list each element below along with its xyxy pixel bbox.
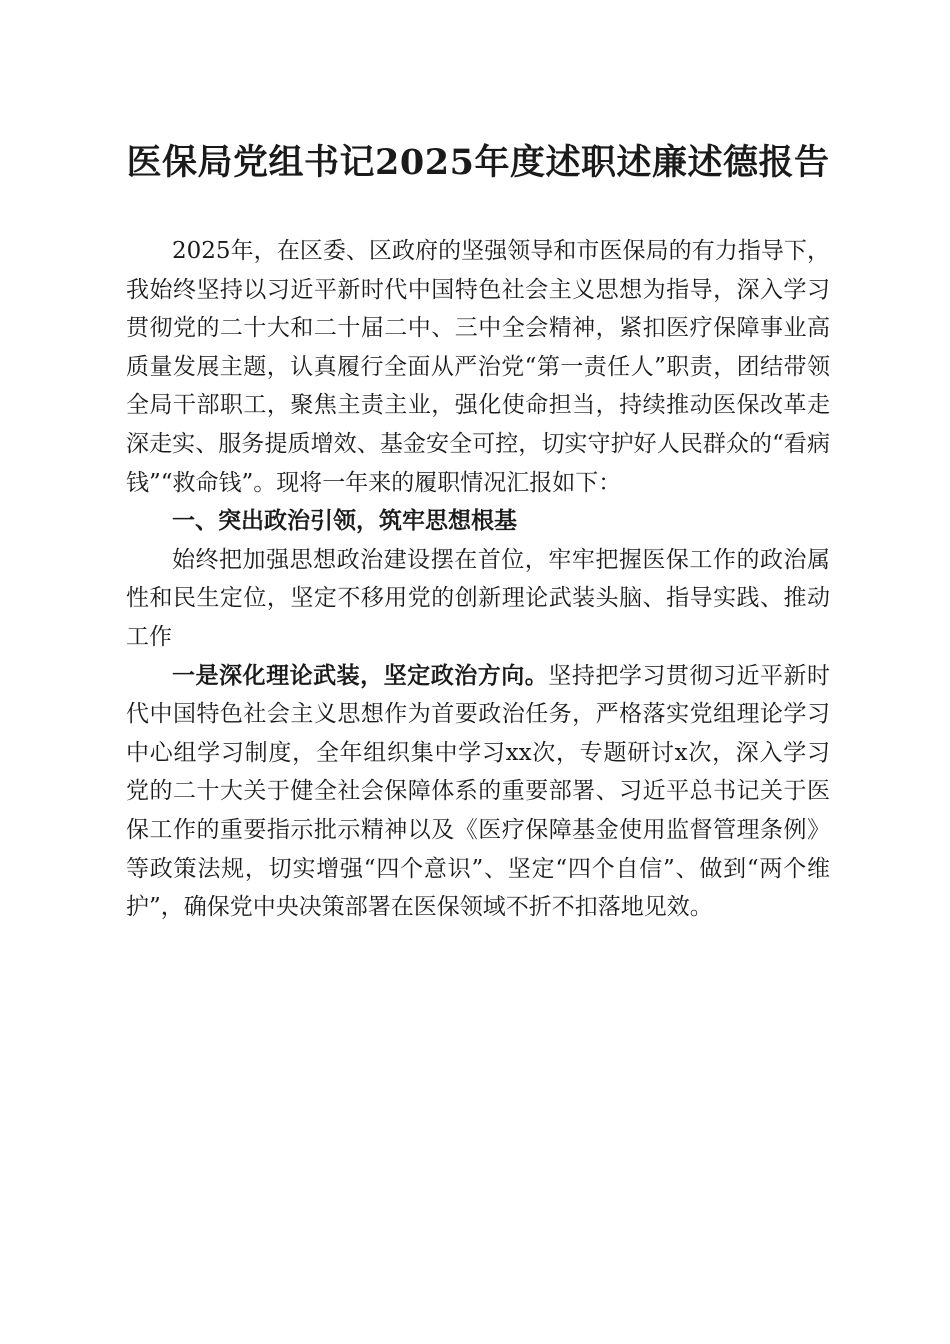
document-body [126,232,830,927]
document-title: 医保局党组书记2025年度述职述廉述德报告 [126,142,830,183]
item-paragraph [126,657,830,927]
intro-paragraph: 2025年，在区委、区政府的坚强领导和市医保局的有力指导下，我始终坚持以习近平新时代中国特色社会主义思想为指导，深入学习贯彻党的二十大和二十届二中、三中全会精神，紧扣医疗保障事业高质量发展主题，认真履行全面从严治党“第一责任人”职责，团结带领全局干部职工，聚焦主责主业，强化使命担当，持续推动医保改革走深走实、服务提质增效、基金安全可控，切实守护好人民群众的“看病钱”“救命钱”。现将一年来的履职情况汇报如下： [126,238,830,496]
item-text: 坚持把学习贯彻习近平新时代中国特色社会主义思想作为首要政治任务，严格落实党组理论学习中心组学习制度，全年组织集中学习xx次，专题研讨x次，深入学习党的二十大关于健全社会保障体系的重要部署、习近平总书记关于医保工作的重要指示批示精神以及《医疗保障基金使用监督管理条例》等政策法规，切实增强“四个意识”、坚定“四个自信”、做到“两个维护”，确保党中央决策部署在医保领域不折不扣落地见效。 [126,662,831,921]
section-paragraph: 始终把加强思想政治建设摆在首位，牢牢把握医保工作的政治属性和民生定位，坚定不移用党的创新理论武装头脑、指导实践、推动工作 [126,546,830,650]
item-lead: 一是深化理论武装，坚定政治方向。 [172,661,549,689]
section-heading: 一、突出政治引领，筑牢思想根基 [172,508,517,535]
